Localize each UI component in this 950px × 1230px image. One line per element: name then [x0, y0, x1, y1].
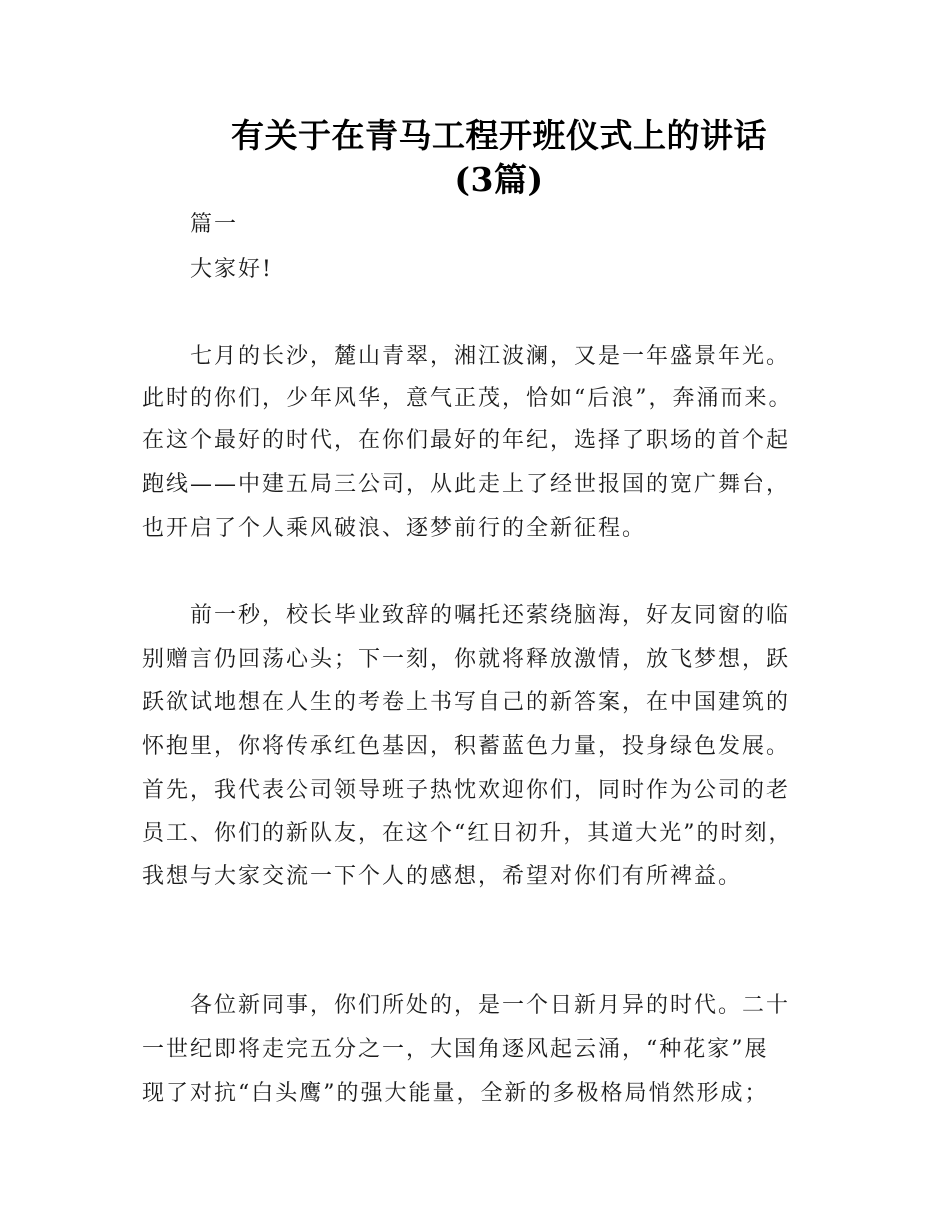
paragraph-3-line: 一世纪即将走完五分之一，大国角逐风起云涌，“种花家”展	[142, 1037, 769, 1062]
paragraph-2-line: 我想与大家交流一下个人的感想，希望对你们有所裨益。	[142, 864, 743, 889]
paragraph-3-line: 现了对抗“白头鹰”的强大能量，全新的多极格局悄然形成；	[142, 1081, 769, 1106]
paragraph-1-line: 跑线——中建五局三公司，从此走上了经世报国的宽广舞台，	[142, 472, 791, 497]
paragraph-1-line: 在这个最好的时代，在你们最好的年纪，选择了职场的首个起	[142, 428, 791, 453]
section-label: 篇一	[190, 212, 239, 237]
paragraph-1-line: 此时的你们，少年风华，意气正茂，恰如“后浪”，奔涌而来。	[142, 386, 793, 411]
document-title: 有关于在青马工程开班仪式上的讲话	[231, 116, 767, 155]
paragraph-2-line: 员工、你们的新队友，在这个“红日初升，其道大光”的时刻，	[142, 821, 793, 846]
paragraph-2-line: 前一秒，校长毕业致辞的嘱托还萦绕脑海，好友同窗的临	[190, 603, 791, 628]
greeting: 大家好!	[190, 257, 273, 282]
document-title-count: (3篇)	[454, 160, 544, 199]
paragraph-2-line: 怀抱里，你将传承红色基因，积蓄蓝色力量，投身绿色发展。	[142, 734, 791, 759]
paragraph-2-line: 别赠言仍回荡心头；下一刻，你就将释放激情，放飞梦想，跃	[142, 647, 791, 672]
paragraph-1-line: 也开启了个人乘风破浪、逐梦前行的全新征程。	[142, 516, 647, 541]
paragraph-1-line: 七月的长沙，麓山青翠，湘江波澜，又是一年盛景年光。	[190, 344, 791, 369]
paragraph-2-line: 首先，我代表公司领导班子热忱欢迎你们，同时作为公司的老	[142, 778, 791, 803]
paragraph-3-line: 各位新同事，你们所处的，是一个日新月异的时代。二十	[190, 993, 791, 1018]
paragraph-2-line: 跃欲试地想在人生的考卷上书写自己的新答案，在中国建筑的	[142, 690, 791, 715]
